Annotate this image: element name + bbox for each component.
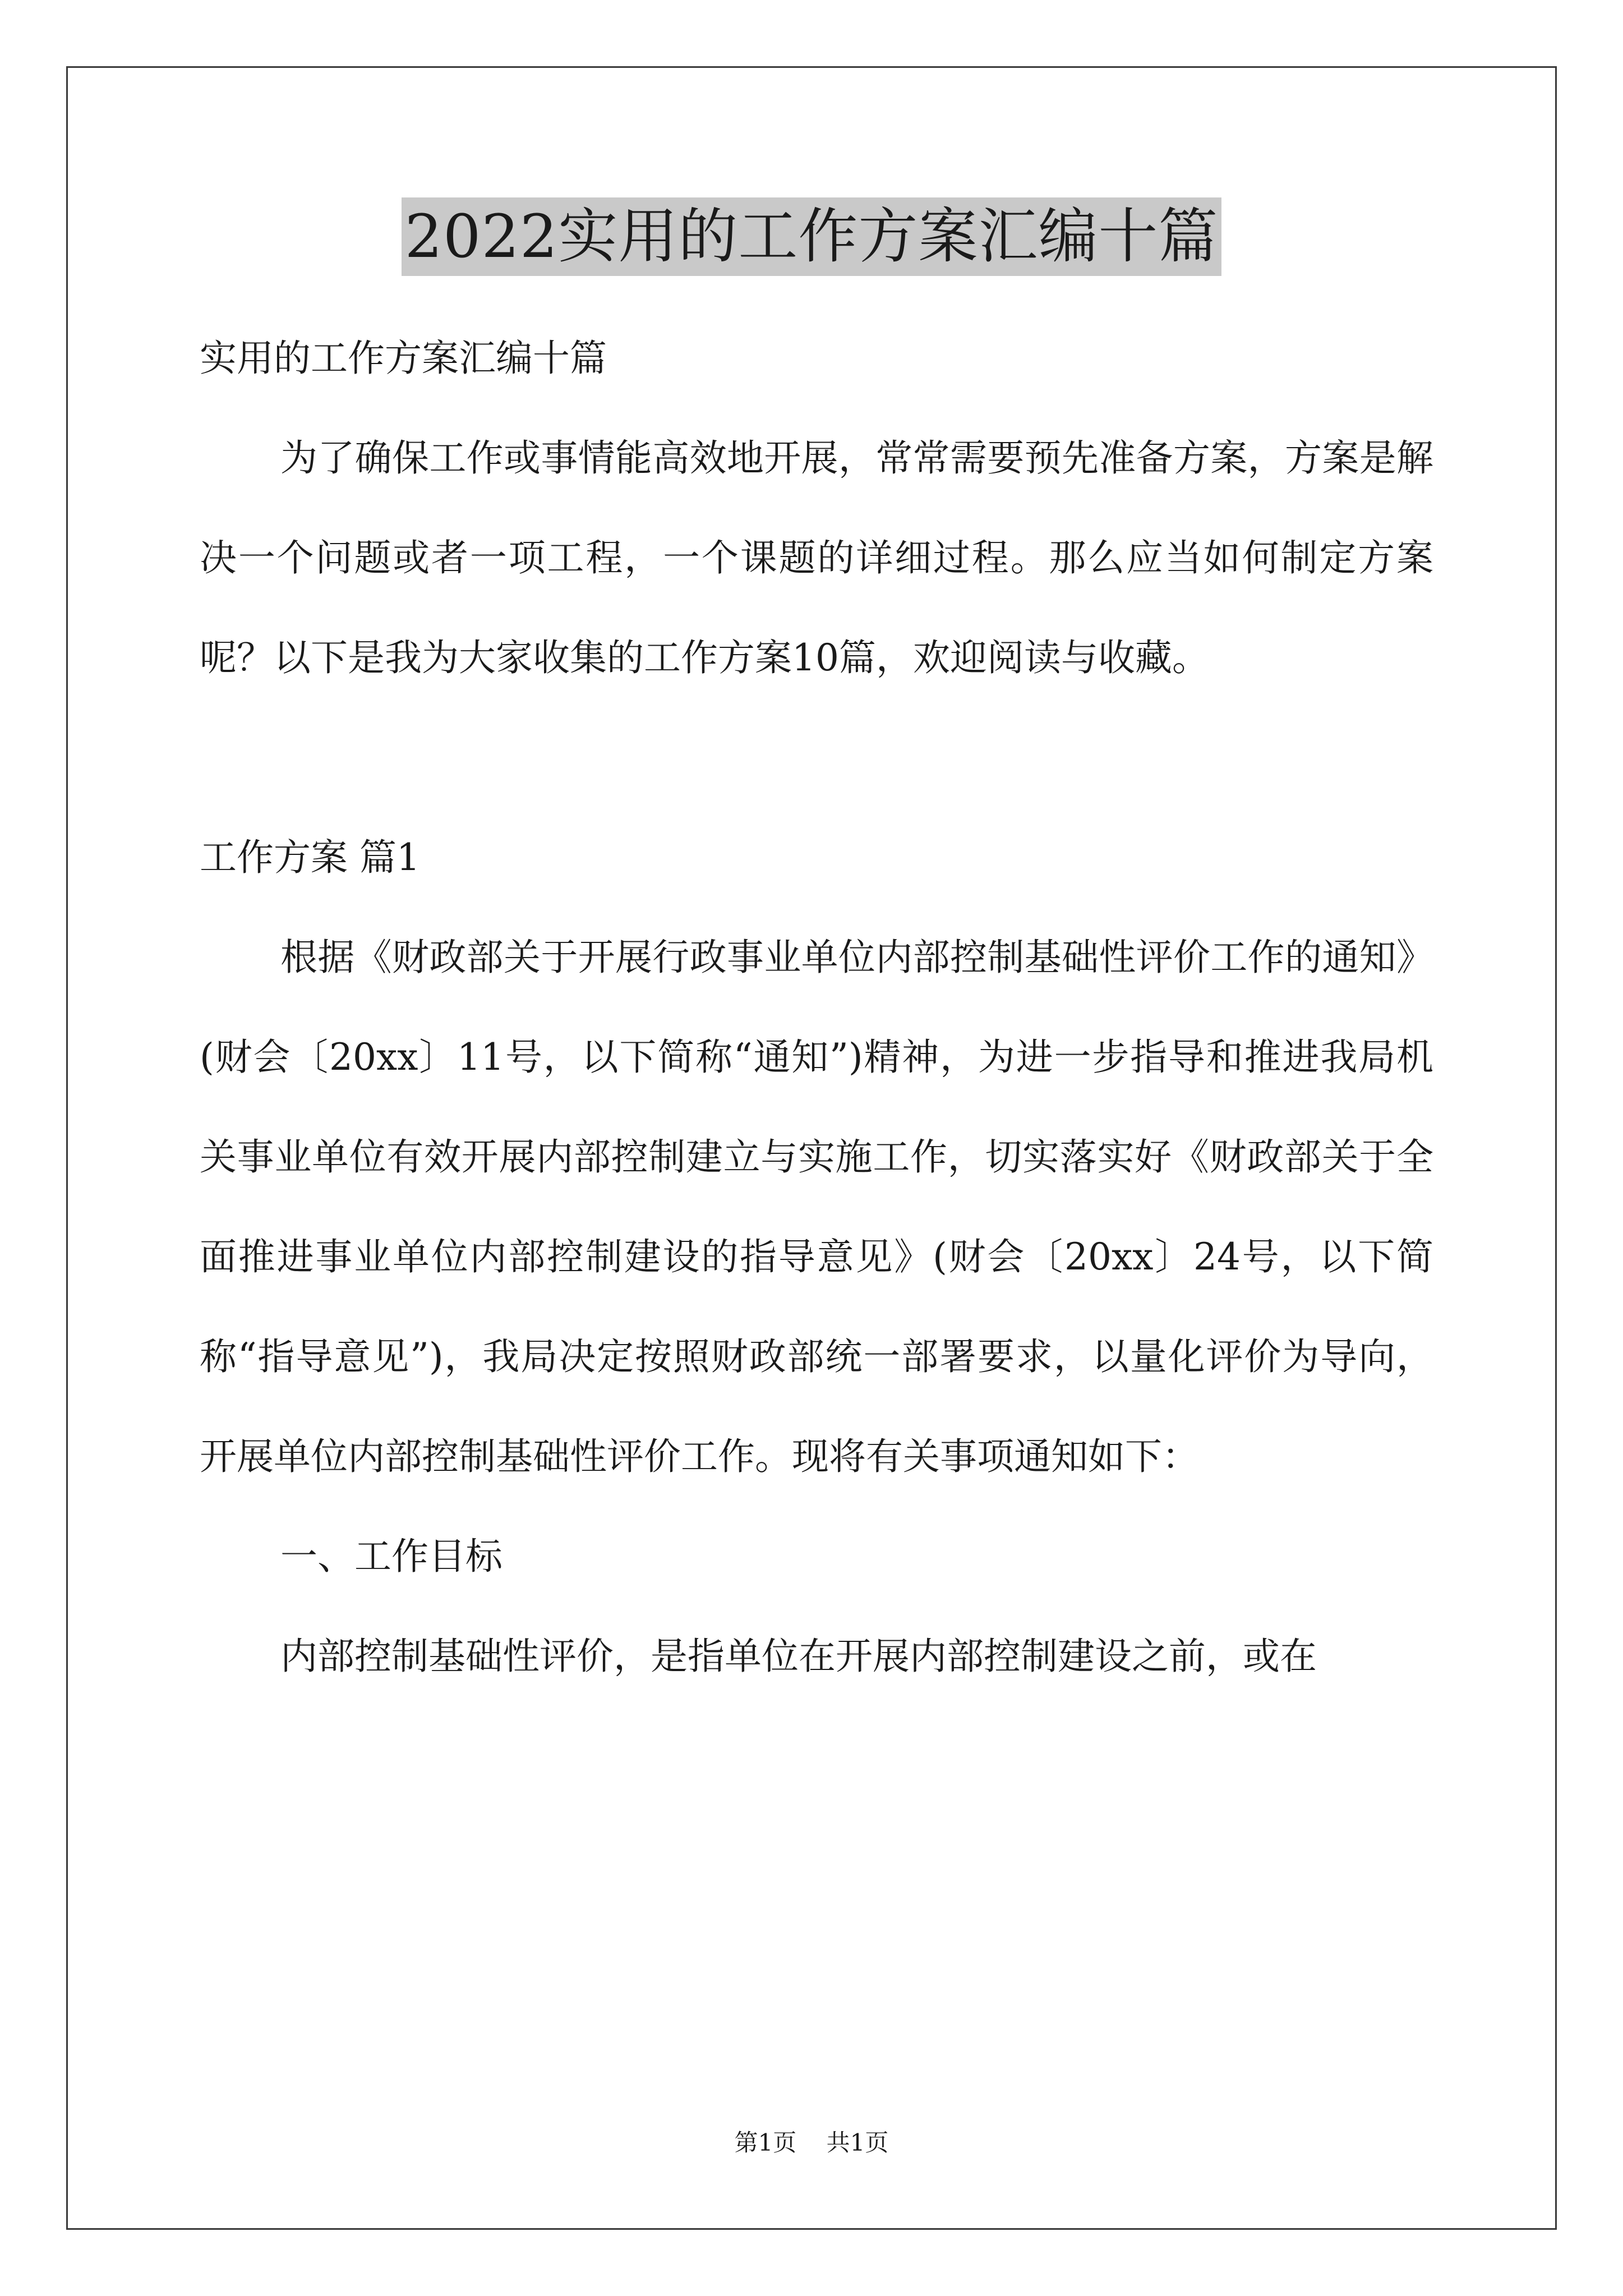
intro-paragraph: 为了确保工作或事情能高效地开展，常常需要预先准备方案，方案是解决一个问题或者一项工程，一个课题的详细过程。那么应当如何制定方案呢？以下是我为大家收集的工作方案10篇，欢迎阅读与收藏。: [200, 436, 1433, 679]
document-body: [200, 309, 1433, 1706]
title-container: [0, 197, 1623, 276]
last-paragraph: 内部控制基础性评价，是指单位在开展内部控制建设之前，或在: [280, 1635, 1317, 1678]
page-footer: [0, 2126, 1623, 2160]
page-number-current: 第1页: [734, 2129, 797, 2156]
section-paragraph: 根据《财政部关于开展行政事业单位内部控制基础性评价工作的通知》(财会〔20xx〕11号，以下简称“通知”)精神，为进一步指导和推进我局机关事业单位有效开展内部控制建立与实施工作，切实落实好《财政部关于全面推进事业单位内部控制建设的指导意见》(财会〔20xx〕24号，以下简称“指导意见”)，我局决定按照财政部统一部署要求，以量化评价为导向，开展单位内部控制基础性评价工作。现将有关事项通知如下：: [200, 936, 1433, 1478]
section-heading: 工作方案 篇1: [200, 836, 420, 879]
subheading-goals: 一、工作目标: [280, 1535, 502, 1578]
document-subtitle: 实用的工作方案汇编十篇: [200, 337, 607, 380]
document-title: 2022实用的工作方案汇编十篇: [402, 197, 1222, 276]
page-number-total: 共1页: [826, 2129, 889, 2156]
